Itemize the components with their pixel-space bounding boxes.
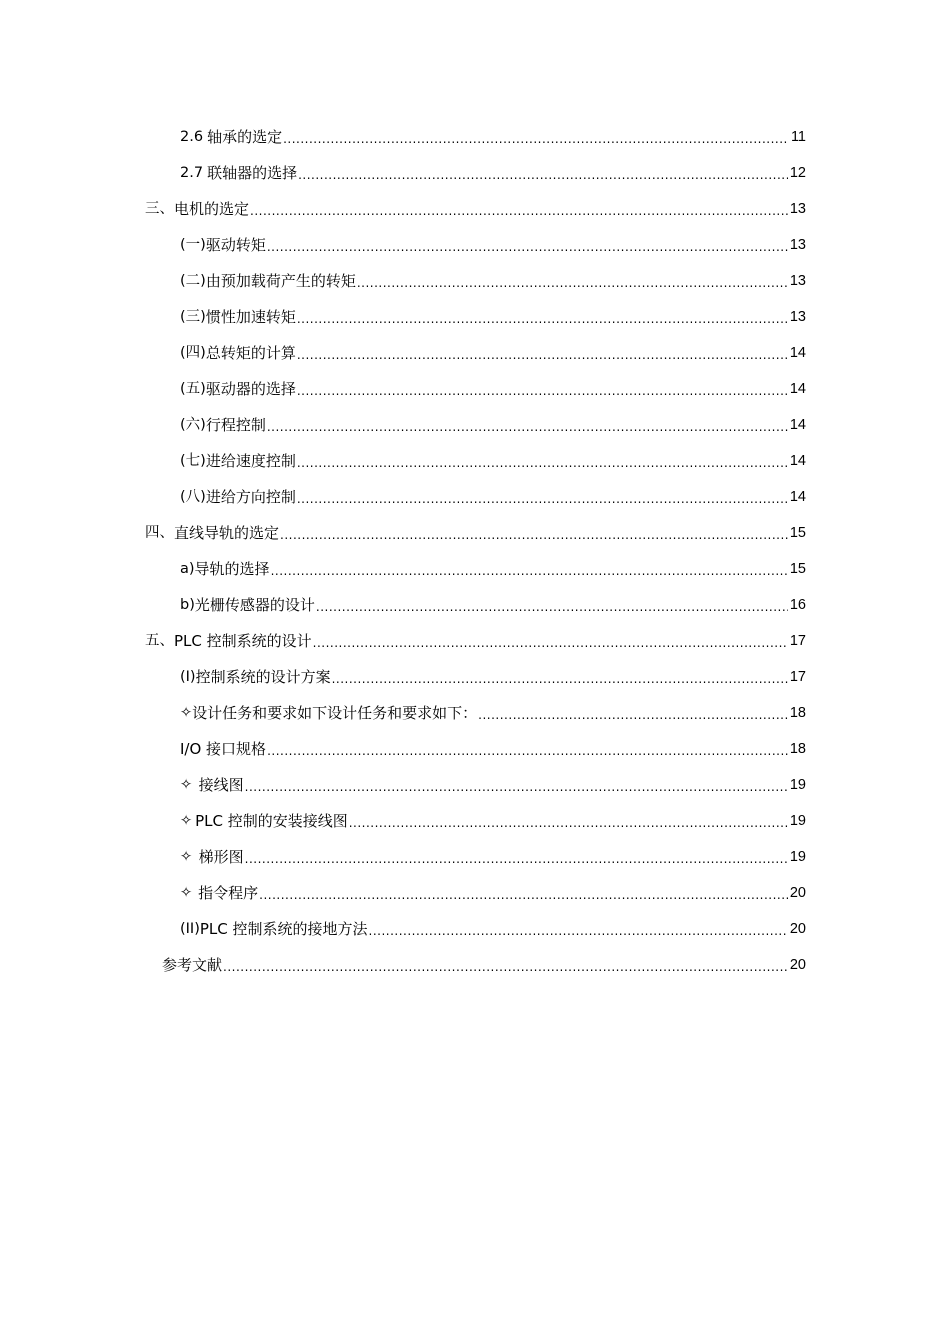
toc-entry[interactable]	[180, 414, 806, 436]
toc-entry[interactable]	[145, 630, 806, 652]
toc-leader	[332, 668, 788, 690]
toc-leader	[280, 524, 788, 546]
toc-page-number: 13	[789, 273, 806, 289]
toc-title: PLC 控制系统的接地方法	[199, 920, 368, 938]
toc-marker: ✧	[180, 885, 193, 901]
toc-title: 直线导轨的选定	[174, 524, 280, 542]
toc-leader	[259, 884, 788, 906]
toc-title: 设计任务和要求如下设计任务和要求如下：	[192, 704, 478, 722]
toc-title: 驱动器的选择	[205, 380, 296, 398]
toc-entry[interactable]	[180, 486, 806, 508]
toc-entry[interactable]	[180, 666, 806, 688]
toc-marker: ✧	[180, 813, 193, 829]
toc-entry[interactable]	[180, 846, 806, 868]
toc-marker: (I)	[180, 669, 196, 685]
toc-page-number: 14	[789, 417, 806, 433]
toc-leader	[313, 632, 788, 654]
toc-title: 指令程序	[198, 884, 259, 902]
toc-marker: (五)	[180, 381, 206, 397]
toc-page-number: 17	[789, 669, 806, 685]
toc-leader	[245, 848, 788, 870]
toc-page-number: 14	[789, 345, 806, 361]
toc-title: 梯形图	[198, 848, 244, 866]
toc-page-number: 17	[789, 633, 806, 649]
toc-title: 电机的选定	[174, 200, 250, 218]
toc-page-number: 13	[789, 237, 806, 253]
toc-leader	[297, 308, 788, 330]
toc-entry[interactable]	[180, 810, 806, 832]
toc-entry[interactable]	[180, 918, 806, 940]
toc-page-number: 20	[789, 885, 806, 901]
toc-title: 参考文献	[162, 956, 223, 974]
toc-leader	[267, 236, 788, 258]
toc-marker: (八)	[180, 489, 206, 505]
toc-marker: 2.7	[180, 165, 204, 181]
toc-entry[interactable]	[180, 126, 806, 148]
toc-title: 总转矩的计算	[205, 344, 296, 362]
toc-entry[interactable]	[180, 738, 806, 760]
toc-marker: 三、	[145, 201, 174, 217]
toc-page-number: 19	[789, 813, 806, 829]
toc-entry[interactable]	[162, 954, 806, 976]
toc-title: PLC 控制系统的设计	[174, 632, 312, 650]
toc-leader	[369, 920, 788, 942]
toc-entry[interactable]	[180, 378, 806, 400]
toc-entry[interactable]	[180, 306, 806, 328]
toc-entry[interactable]	[180, 558, 806, 580]
toc-marker: 2.6	[180, 129, 204, 145]
toc-leader	[267, 740, 788, 762]
toc-leader	[298, 164, 788, 186]
toc-title: 联轴器的选择	[207, 164, 298, 182]
toc-leader	[357, 272, 788, 294]
toc-page-number: 12	[789, 165, 806, 181]
toc-leader	[271, 560, 788, 582]
toc-leader	[297, 452, 788, 474]
toc-marker: 五、	[145, 633, 174, 649]
toc-page-number: 15	[789, 561, 806, 577]
toc-page-number: 20	[789, 957, 806, 973]
toc-marker: (一)	[180, 237, 206, 253]
toc-marker: ✧	[180, 849, 193, 865]
toc-page-number: 11	[790, 129, 806, 145]
toc-marker: 四、	[145, 525, 174, 541]
toc-marker: (二)	[180, 273, 206, 289]
toc-page-number: 19	[789, 849, 806, 865]
toc-title: 由预加载荷产生的转矩	[205, 272, 356, 290]
toc-marker: (三)	[180, 309, 206, 325]
toc-title: 进给速度控制	[205, 452, 296, 470]
toc-marker: a)	[180, 561, 195, 577]
toc-entry[interactable]	[180, 162, 806, 184]
toc-title: 惯性加速转矩	[205, 308, 296, 326]
toc-page-number: 14	[789, 489, 806, 505]
toc-leader	[349, 812, 788, 834]
toc-page-number: 20	[789, 921, 806, 937]
toc-marker: (六)	[180, 417, 206, 433]
toc-leader	[250, 200, 788, 222]
toc-title: 接线图	[198, 776, 244, 794]
toc-entry[interactable]	[180, 342, 806, 364]
toc-page-number: 15	[789, 525, 806, 541]
toc-leader	[316, 596, 788, 618]
toc-marker: ✧	[180, 777, 193, 793]
toc-title: 轴承的选定	[207, 128, 283, 146]
toc-entry[interactable]	[180, 882, 806, 904]
toc-marker: b)	[180, 597, 195, 613]
toc-page-number: 13	[789, 201, 806, 217]
toc-marker: (四)	[180, 345, 206, 361]
toc-leader	[267, 416, 788, 438]
toc-leader	[283, 128, 789, 150]
toc-leader	[223, 956, 788, 978]
toc-marker: ✧	[180, 705, 193, 721]
toc-page-number: 14	[789, 381, 806, 397]
toc-title: 控制系统的设计方案	[195, 668, 331, 686]
toc-page-number: 14	[789, 453, 806, 469]
toc-leader	[297, 344, 788, 366]
toc-title: 导轨的选择	[194, 560, 270, 578]
toc-entry[interactable]	[180, 450, 806, 472]
toc-page-number: 18	[789, 705, 806, 721]
toc-title: I/O 接口规格	[180, 740, 267, 758]
toc-marker: (七)	[180, 453, 206, 469]
toc-entry[interactable]	[180, 270, 806, 292]
toc-entry[interactable]	[180, 702, 806, 724]
toc-page-number: 13	[789, 309, 806, 325]
toc-title: 行程控制	[205, 416, 266, 434]
toc-entry[interactable]	[180, 774, 806, 796]
toc-page-number: 19	[789, 777, 806, 793]
toc-leader	[297, 380, 788, 402]
toc-entry[interactable]	[180, 234, 806, 256]
toc-title: 驱动转矩	[205, 236, 266, 254]
toc-marker: (II)	[180, 921, 200, 937]
toc-title: PLC 控制的安装接线图	[195, 812, 348, 830]
toc-page-number: 18	[789, 741, 806, 757]
toc-title: 进给方向控制	[205, 488, 296, 506]
toc-entry[interactable]	[145, 198, 806, 220]
toc-title: 光栅传感器的设计	[194, 596, 315, 614]
toc-entry[interactable]	[180, 594, 806, 616]
toc-leader	[297, 488, 788, 510]
toc-leader	[478, 704, 788, 726]
toc-leader	[245, 776, 788, 798]
toc-entry[interactable]	[145, 522, 806, 544]
toc-page-number: 16	[789, 597, 806, 613]
